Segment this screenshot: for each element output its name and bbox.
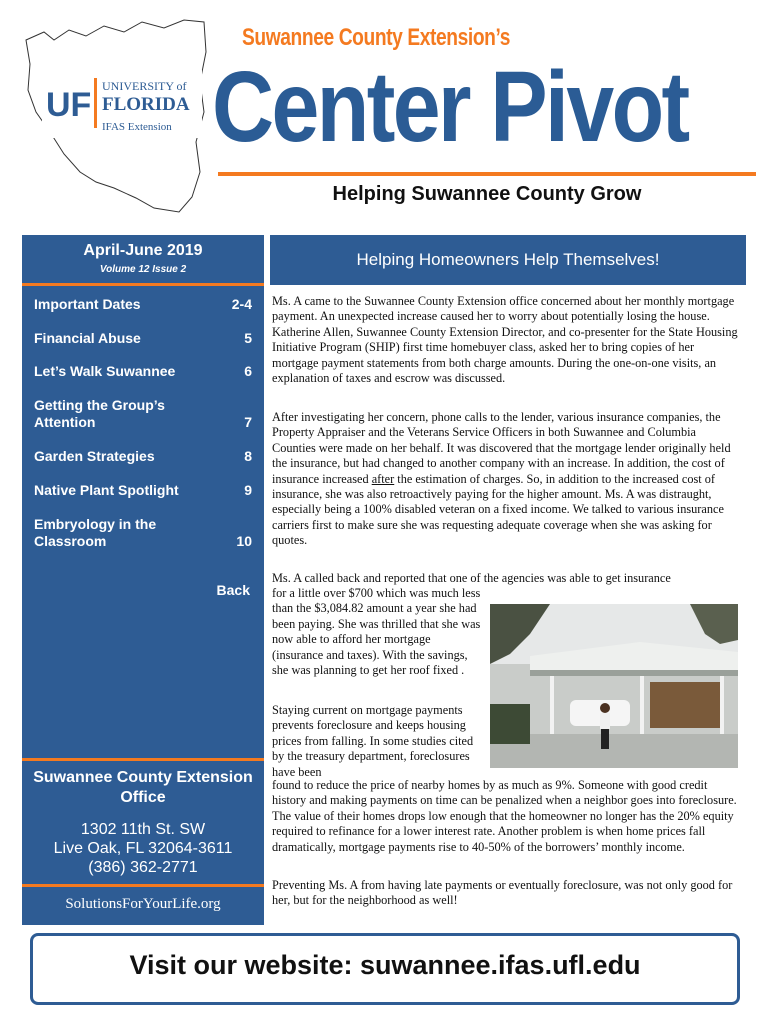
issue-volume: Volume 12 Issue 2: [99, 264, 187, 275]
underlined-word: after: [371, 471, 395, 486]
university-of-text: UNIVERSITY of: [102, 79, 187, 93]
office-name: Suwannee County Extension Office: [33, 769, 253, 806]
office-address: [22, 820, 264, 877]
toc-page: 2-4: [231, 296, 252, 312]
toc-page: 10: [236, 533, 252, 549]
address-line-2: Live Oak, FL 32064-3611: [53, 840, 233, 857]
uf-letters: UF: [46, 86, 92, 124]
sidebar-divider: [22, 283, 264, 286]
toc-item-embryology[interactable]: [34, 516, 252, 550]
address-line-1: 1302 11th St. SW: [80, 821, 206, 838]
sidebar-divider: [22, 758, 264, 761]
toc-label: Important Dates: [34, 296, 141, 312]
issue-date: April-June 2019: [83, 242, 203, 259]
toc-page: 5: [244, 330, 252, 346]
article-paragraph-4: found to reduce the price of nearby homes by as much as 9%. Someone with good credit history and making payments on time can be penalized when a neighbor goes into foreclosure. The value of their homes drops low enough that the homeowner no longer has the 20% equity required to refinance for a lower interest rate. Another problem is when home prices fall dramatically, mortgage payments rise to 40-50% of the borrowers’ monthly income.: [272, 778, 737, 854]
article-paragraph-2: After investigating her concern, phone calls to the lender, various insurance companies, the Property Appraiser and the Veterans Service Officers in both Suwannee and Columbia Counties were made on her behalf. It was discovered that the mortgage lender originally held the insurance, but had changed to another company with an increase. In addition, the cost of insurance increased after the estimation of charges. So, in addition to the increased cost of insurance, she was also retroactively paying for the higher amount. Ms. A was distraught, especially being a 100% disabled veteran on a fixed income. We talked to various insurance carriers first to make sure she was requesting adequate coverage when she was asking for quotes.: [272, 410, 731, 548]
sidebar-divider: [22, 884, 264, 887]
article-paragraph-3-wrap: for a little over $700 which was much less than the $3,084.82 amount a year she had been paying. She was thrilled that she was now able to afford her mortgage (insurance and taxes). With the savings, she was planning to get her roof fixed .: [272, 586, 481, 678]
website-link[interactable]: Visit our website: suwannee.ifas.ufl.edu: [129, 950, 641, 980]
toc-item-native-plant[interactable]: [34, 482, 252, 499]
toc-item-financial-abuse[interactable]: [34, 330, 252, 347]
toc-item-important-dates[interactable]: [34, 296, 252, 313]
toc-page: 7: [244, 414, 252, 430]
back-link[interactable]: Back: [216, 582, 250, 598]
article-paragraph-4-wrap: Staying current on mortgage payments prevents foreclosure and keeps housing prices from falling. In some studies cited by the treasury department, foreclosures have been: [272, 703, 474, 779]
toc-label: Financial Abuse: [34, 330, 141, 346]
masthead-subtitle: Suwannee County Extension’s: [242, 24, 511, 51]
toc-page: 9: [244, 482, 252, 498]
toc-page: 8: [244, 448, 252, 464]
article-title: Helping Homeowners Help Themselves!: [356, 250, 660, 269]
toc-label: Garden Strategies: [34, 448, 155, 464]
tagline: Helping Suwannee County Grow: [332, 183, 642, 205]
toc-label: Embryology in the Classroom: [34, 516, 157, 549]
toc-label: Let’s Walk Suwannee: [34, 363, 176, 379]
toc-label: Native Plant Spotlight: [34, 482, 179, 498]
masthead-title: Center Pivot: [212, 51, 688, 163]
article-paragraph-5: Preventing Ms. A from having late payments or eventually foreclosure, was not only good for her, but for the neighborhood as well!: [272, 878, 733, 908]
uf-ifas-logo: [14, 12, 214, 220]
toc-item-garden-strategies[interactable]: [34, 448, 252, 465]
homeowner-photo: [490, 604, 738, 768]
toc-page: 6: [244, 363, 252, 379]
toc-item-lets-walk[interactable]: [34, 363, 252, 380]
phone-number: (386) 362-2771: [88, 859, 198, 876]
florida-text: FLORIDA: [102, 94, 190, 115]
masthead-rule: [218, 172, 756, 176]
site-tagline-link[interactable]: SolutionsForYourLife.org: [65, 896, 221, 912]
article-paragraph-1: Ms. A came to the Suwannee County Extension office concerned about her monthly mortgage payment. An unexpected increase caused her to worry about potentially losing the house. Katherine Allen, Suwannee County Extension Director, and co-presenter for the State Housing Initiative Program (SHIP) first time homebuyer class, asked her to bring copies of her mortgage payment statements from both charge amounts. During the one-on-one visits, an explanation of taxes and escrow was discussed.: [272, 294, 738, 386]
toc-item-groups-attention[interactable]: [34, 397, 252, 431]
toc-label: Getting the Group’s Attention: [34, 397, 165, 430]
ifas-extension-text: IFAS Extension: [102, 121, 172, 133]
article-paragraph-3-lead: Ms. A called back and reported that one of the agencies was able to get insurance: [272, 571, 671, 585]
